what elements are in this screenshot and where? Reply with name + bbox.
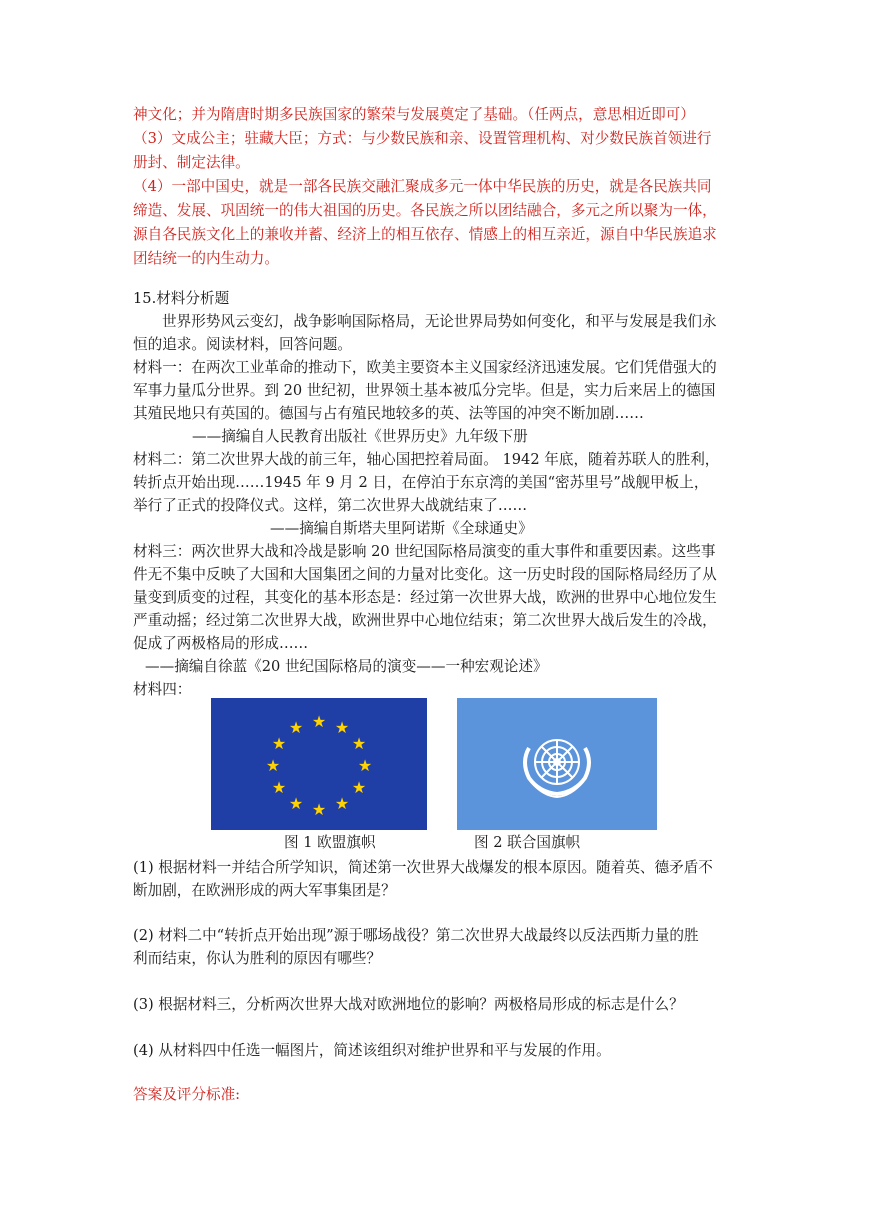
question-title: 15.材料分析题 (133, 290, 230, 307)
material-3-source: ——摘编自徐蓝《20 世纪国际格局的演变——一种宏观论述》 (145, 658, 548, 675)
material-2-text: 转折点开始出现……1945 年 9 月 2 日，在停泊于东京湾的美国“密苏里号”战舰甲板上， (133, 474, 709, 491)
material-3-text: 严重动摇；经过第二次世界大战，欧洲世界中心地位结束；第二次世界大战后发生的冷战， (133, 612, 717, 629)
figure-1-caption: 图 1 欧盟旗帜 (284, 834, 376, 851)
material-1-source: ——摘编自人民教育出版社《世界历史》九年级下册 (192, 428, 528, 445)
star-icon: ★ (311, 712, 327, 731)
material-3-text: 促成了两极格局的形成…… (133, 635, 309, 652)
answer-line: 源自各民族文化上的兼收并蓄、经济上的相互依存、情感上的相互亲近，源自中华民族追求 (133, 226, 717, 243)
sub-question-4: (4) 从材料四中任选一幅图片，简述该组织对维护世界和平与发展的作用。 (133, 1042, 611, 1059)
answer-line: 团结统一的内生动力。 (133, 250, 279, 267)
sub-question-2: 利而结束，你认为胜利的原因有哪些？ (133, 950, 382, 967)
material-1-text: 其殖民地只有英国的。德国与占有殖民地较多的英、法等国的冲突不断加剧…… (133, 405, 644, 422)
material-3-text: 材料三：两次世界大战和冷战是影响 20 世纪国际格局演变的重大事件和重要因素。这些事 (133, 543, 716, 560)
answer-line: 神文化；并为隋唐时期多民族国家的繁荣与发展奠定了基础。（任两点，意思相近即可） (133, 106, 695, 123)
material-3-text: 件无不集中反映了大国和大国集团之间的力量对比变化。这一历史时段的国际格局经历了从 (133, 566, 717, 583)
material-4-label: 材料四： (133, 681, 192, 698)
star-icon: ★ (288, 794, 304, 813)
material-2-source: ——摘编自斯塔夫里阿诺斯《全球通史》 (270, 520, 533, 537)
star-icon: ★ (288, 718, 304, 737)
answer-line: 缔造、发展、巩固统一的伟大祖国的历史。各民族之所以团结融合，多元之所以聚为一体， (133, 202, 717, 219)
star-icon: ★ (271, 734, 287, 753)
intro-text: 世界形势风云变幻，战争影响国际格局，无论世界局势如何变化，和平与发展是我们永 (162, 313, 717, 330)
sub-question-2: (2) 材料二中“转折点开始出现”源于哪场战役？第二次世界大战最终以反法西斯力量的胜 (133, 927, 699, 944)
answer-line: （4）一部中国史，就是一部各民族交融汇聚成多元一体中华民族的历史，就是各民族共同 (133, 178, 712, 195)
intro-text: 恒的追求。阅读材料，回答问题。 (133, 336, 352, 353)
answer-line: 册封、制定法律。 (133, 154, 250, 171)
un-emblem-icon (525, 740, 589, 797)
sub-question-1: 断加剧，在欧洲形成的两大军事集团是？ (133, 882, 396, 899)
material-2-text: 举行了正式的投降仪式。这样，第二次世界大战就结束了…… (133, 497, 528, 514)
un-flag-image (457, 698, 657, 830)
figure-2-caption: 图 2 联合国旗帜 (474, 834, 581, 851)
material-3-text: 量变到质变的过程，其变化的基本形态是：经过第一次世界大战，欧洲的世界中心地位发生 (133, 589, 717, 606)
material-2-text: 材料二：第二次世界大战的前三年，轴心国把控着局面。 1942 年底，随着苏联人的胜利， (133, 451, 720, 468)
answer-line: （3）文成公主；驻藏大臣；方式：与少数民族和亲、设置管理机构、对少数民族首领进行 (133, 130, 712, 147)
star-icon: ★ (334, 794, 350, 813)
star-icon: ★ (351, 734, 367, 753)
star-icon: ★ (271, 778, 287, 797)
material-1-text: 军事力量瓜分世界。到 20 世纪初，世界领土基本被瓜分完毕。但是，实力后来居上的德国 (133, 382, 716, 399)
material-1-text: 材料一：在两次工业革命的推动下，欧美主要资本主义国家经济迅速发展。它们凭借强大的 (133, 359, 717, 376)
star-icon: ★ (311, 800, 327, 819)
sub-question-1: (1) 根据材料一并结合所学知识，简述第一次世界大战爆发的根本原因。随着英、德矛盾不 (133, 859, 713, 876)
star-icon: ★ (357, 756, 373, 775)
star-icon: ★ (265, 756, 281, 775)
answer-heading: 答案及评分标准: (133, 1086, 241, 1103)
star-icon: ★ (334, 718, 350, 737)
sub-question-3: (3) 根据材料三，分析两次世界大战对欧洲地位的影响？两极格局形成的标志是什么？ (133, 996, 684, 1013)
star-icon: ★ (351, 778, 367, 797)
eu-flag-image (211, 698, 427, 830)
